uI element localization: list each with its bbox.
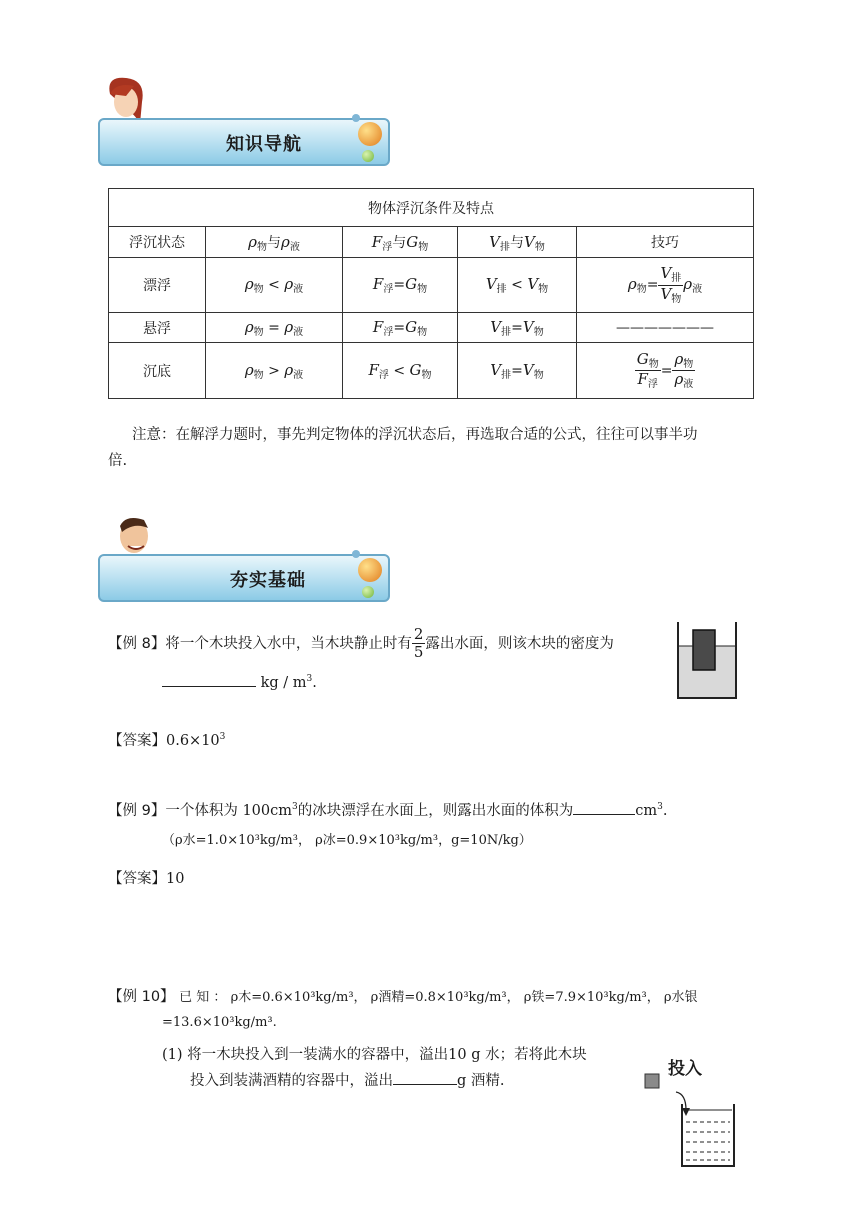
answer-value: 0.6×10: [166, 732, 220, 749]
state-sink: 沉底: [109, 343, 206, 399]
answer-8: 【答案】$0.6\times 10^3$: [108, 732, 226, 749]
tip-suspend: ———————: [577, 313, 754, 343]
float-sink-table: [108, 188, 754, 399]
ornament-small-icon: [362, 150, 374, 162]
section-title: 夯实基础: [230, 570, 306, 591]
answer-blank[interactable]: [573, 798, 635, 815]
answer-blank[interactable]: [162, 670, 256, 687]
force-float: $F_浮=G_物$: [343, 258, 458, 313]
tip-float: $\rho_物=$ $\frac{V_排}{V_物}$ $\rho_液$: [577, 258, 754, 313]
answer-label: 【答案】: [108, 732, 166, 749]
section-title: 知识导航: [226, 134, 302, 155]
fraction: $\frac{2}{5}$: [413, 625, 424, 662]
example-text-2: 露出水面，则该木块的密度为: [425, 635, 614, 652]
force-sink: $F_浮 < G_物$: [343, 343, 458, 399]
section-banner-basic: [96, 514, 396, 624]
answer-9: [108, 866, 184, 892]
answer-label: 【答案】: [108, 871, 166, 887]
beaker-block-figure: [676, 620, 738, 700]
example-10: [108, 984, 768, 1011]
header-volume: $V_排$与$V_物$: [458, 227, 577, 258]
table-title: 物体浮沉条件及特点: [109, 189, 754, 227]
rho-suspend: $\rho_物 = \rho_液$: [206, 313, 343, 343]
ornament-small-icon: [362, 586, 374, 598]
example-8: [108, 626, 668, 662]
example-8-line-2: kg / $m^3$.: [162, 666, 317, 696]
state-suspend: 悬浮: [109, 313, 206, 343]
answer-blank[interactable]: [393, 1068, 457, 1085]
example-9-given: （ρ水=1.0×10³kg/m³， ρ冰=0.9×10³kg/m³，g=10N/kg）: [162, 833, 532, 848]
example-label: 【例 8】: [108, 635, 166, 652]
volume-float: $V_排 < V_物$: [458, 258, 577, 313]
example-text: 将一个木块投入水中，当木块静止时有: [165, 635, 412, 652]
example-label: 【例 9】: [108, 802, 166, 819]
state-float: 漂浮: [109, 258, 206, 313]
given-line-1: 已 知 ： ρ木=0.6×10³kg/m³， ρ酒精=0.8×10³kg/m³， ρ铁=7.9×10³kg/m³， ρ水银: [179, 990, 698, 1005]
ornament-top-icon: [352, 114, 360, 122]
example-text: 一个体积为 100cm: [165, 802, 292, 819]
header-force: $F_浮$与$G_物$: [343, 227, 458, 258]
figure-label: 投入: [668, 1059, 702, 1079]
ornament-ball-icon: [358, 558, 382, 582]
rho-float: $\rho_物 < \rho_液$: [206, 258, 343, 313]
force-suspend: $F_浮=G_物$: [343, 313, 458, 343]
rho-sink: $\rho_物 > \rho_液$: [206, 343, 343, 399]
volume-suspend: $V_排=V_物$: [458, 313, 577, 343]
question-1-line-2: 投入到装满酒精的容器中，溢出 g 酒精.: [190, 1068, 505, 1094]
example-label: 【例 10】: [108, 989, 175, 1005]
header-rho: $\rho_物$与$\rho_液$: [206, 227, 343, 258]
note-line-2: 倍.: [108, 453, 128, 469]
note-line-1: 注意：在解浮力题时，事先判定物体的浮沉状态后，再选取合适的公式，往往可以事半功: [132, 427, 698, 443]
question-1-line-1: (1) 将一木块投入到一装满水的容器中，溢出10 g 水；若将此木块: [162, 1047, 587, 1063]
note-paragraph: [108, 422, 768, 474]
section-banner-knowledge: [96, 72, 396, 182]
given-line-2: =13.6×10³kg/m³.: [162, 1015, 277, 1030]
ornament-top-icon: [352, 550, 360, 558]
answer-value: 10: [166, 871, 185, 887]
drop-into-container-figure: [642, 1070, 742, 1170]
example-9: 【例 9】一个体积为 $100cm^3$的冰块漂浮在水面上，则露出水面的体积为 $cm^3$.: [108, 794, 748, 824]
volume-sink: $V_排=V_物$: [458, 343, 577, 399]
ornament-ball-icon: [358, 122, 382, 146]
unit: kg / m: [260, 674, 307, 691]
header-tip: 技巧: [577, 227, 754, 258]
example-text-2: 的冰块漂浮在水面上，则露出水面的体积为: [297, 802, 574, 819]
tip-sink: $\frac{G_物}{F_浮}$ = $\frac{\rho_物}{\rho_液}$: [577, 343, 754, 399]
header-state: 浮沉状态: [109, 227, 206, 258]
